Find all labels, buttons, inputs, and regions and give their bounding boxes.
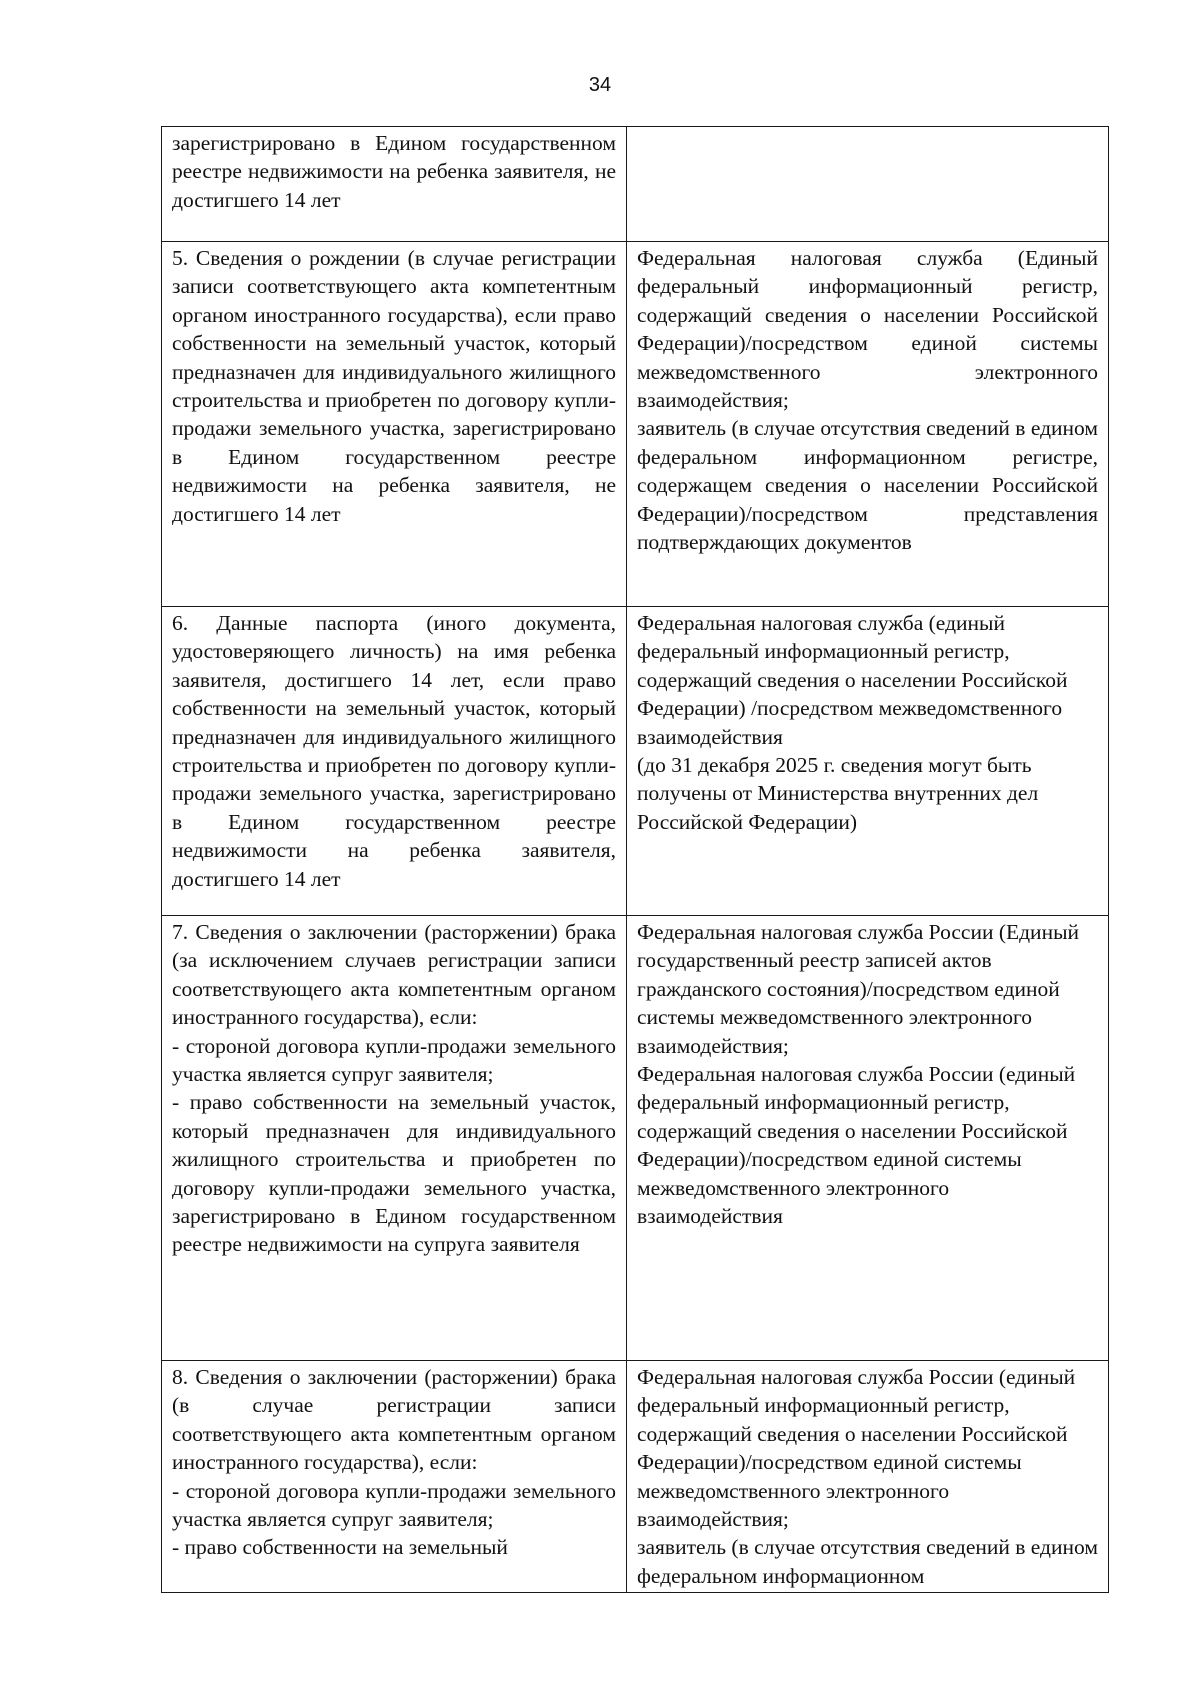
- document-table: [161, 126, 1109, 1593]
- cell-list-item: - стороной договора купли-продажи земельного участка является супруг заявителя;: [172, 1033, 616, 1087]
- table-cell-left: [162, 607, 627, 916]
- table-cell-right: [627, 1361, 1109, 1593]
- cell-paragraph: (до 31 декабря 2025 г. сведения могут быть получены от Министерства внутренних дел Российской Федерации): [637, 753, 1039, 834]
- cell-paragraph: 8. Сведения о заключении (расторжении) брака (в случае регистрации записи соответствующего акта компетентным органом иностранного государства), если:: [172, 1365, 616, 1475]
- cell-paragraph: Федеральная налоговая служба России (единый федеральный информационный регистр, содержащий сведения о населении Российской Федерации)/посредством единой системы межведомственного электронного взаимодействия;: [637, 1365, 1076, 1532]
- cell-paragraph: Федеральная налоговая служба (Единый федеральный информационный регистр, содержащий сведения о населении Российской Федерации)/посредством единой системы межведомственного электронного взаимодействия;: [637, 246, 1098, 413]
- table-row: [162, 127, 1109, 242]
- table-cell-left: [162, 916, 627, 1361]
- cell-paragraph: зарегистрировано в Едином государственном реестре недвижимости на ребенка заявителя, не достигшего 14 лет: [172, 131, 616, 212]
- table-row: [162, 1361, 1109, 1593]
- table-cell-right: [627, 607, 1109, 916]
- cell-paragraph: заявитель (в случае отсутствия сведений в едином федеральном информационном регистре, содержащем сведения о населении Российской Федерации)/посредством представления подтверждающих документов: [637, 416, 1098, 555]
- cell-list-item: - право собственности на земельный участок, который предназначен для индивидуального жилищного строительства и приобретен по договору купли-продажи земельного участка, зарегистрировано в Едином государственном реестре недвижимости на супруга заявителя: [172, 1090, 616, 1257]
- table-row: [162, 242, 1109, 607]
- cell-paragraph: заявитель (в случае отсутствия сведений в едином федеральном информационном: [637, 1535, 1098, 1588]
- cell-paragraph: Федеральная налоговая служба России (единый федеральный информационный регистр, содержащий сведения о населении Российской Федерации)/посредством единой системы межведомственного электронного взаимодействия: [637, 1062, 1076, 1229]
- table-cell-left: [162, 1361, 627, 1593]
- cell-paragraph: 7. Сведения о заключении (расторжении) брака (за исключением случаев регистрации записи соответствующего акта компетентным органом иностранного государства), если:: [172, 920, 616, 1030]
- table-cell-left: [162, 242, 627, 607]
- table-row: [162, 916, 1109, 1361]
- cell-paragraph: 6. Данные паспорта (иного документа, удостоверяющего личность) на имя ребенка заявителя, достигшего 14 лет, если право собственности на земельный участок, который предназначен для индивидуального жилищного строительства и приобретен по договору купли-продажи земельного участка, зарегистрировано в Едином государственном реестре недвижимости на ребенка заявителя, достигшего 14 лет: [172, 611, 616, 891]
- cell-paragraph: Федеральная налоговая служба (единый федеральный информационный регистр, содержащий сведения о населении Российской Федерации) /посредством межведомственного взаимодействия: [637, 611, 1068, 749]
- table-cell-right: [627, 127, 1109, 242]
- cell-list-item: - стороной договора купли-продажи земельного участка является супруг заявителя;: [172, 1478, 616, 1532]
- cell-paragraph: Федеральная налоговая служба России (Единый государственный реестр записей актов гражданского состояния)/посредством единой системы межведомственного электронного взаимодействия;: [637, 920, 1080, 1058]
- cell-list-item: - право собственности на земельный: [172, 1535, 508, 1560]
- table-cell-left: [162, 127, 627, 242]
- cell-paragraph: 5. Сведения о рождении (в случае регистрации записи соответствующего акта компетентным органом иностранного государства), если право собственности на земельный участок, который предназначен для индивидуального жилищного строительства и приобретен по договору купли-продажи земельного участка, зарегистрировано в Едином государственном реестре недвижимости на ребенка заявителя, не достигшего 14 лет: [172, 246, 616, 526]
- table-cell-right: [627, 242, 1109, 607]
- page-number: 34: [588, 74, 612, 96]
- table-row: [162, 607, 1109, 916]
- table-cell-right: [627, 916, 1109, 1361]
